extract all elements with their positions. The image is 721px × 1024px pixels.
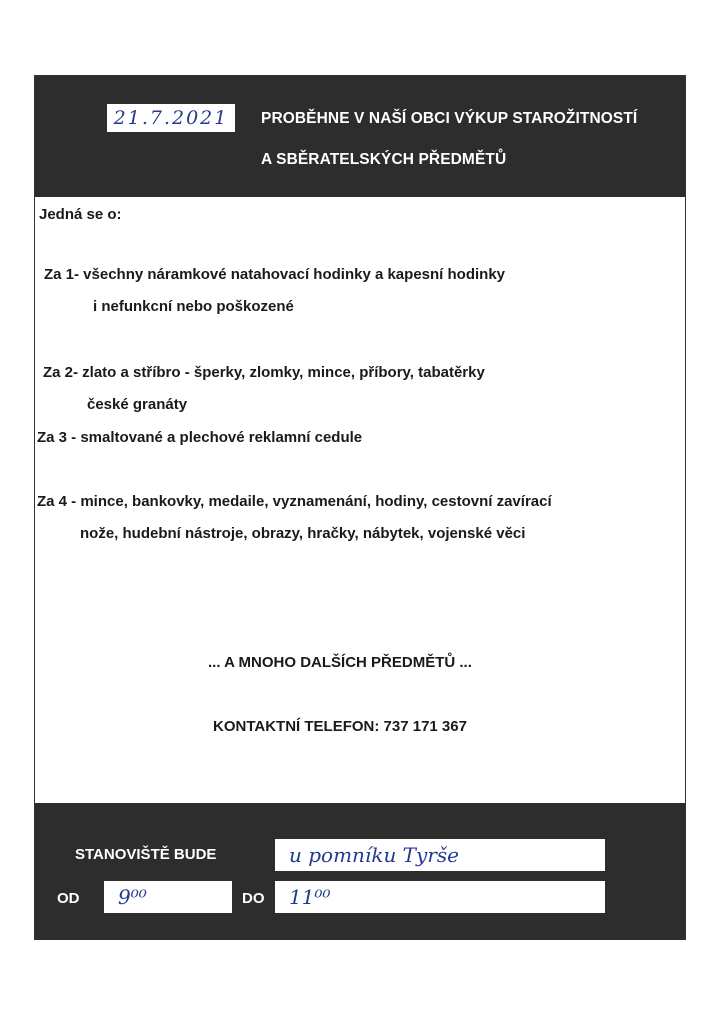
location-value: u pomníku Tyrše xyxy=(289,843,459,867)
item-1-line-1: Za 1- všechny náramkové natahovací hodinky a kapesní hodinky xyxy=(44,266,506,283)
poster xyxy=(34,75,686,940)
item-3-line-1: Za 3 - smaltované a plechové reklamní cedule xyxy=(37,429,363,446)
header-band xyxy=(35,76,685,197)
item-2-line-1: Za 2- zlato a stříbro - šperky, zlomky, mince, příbory, tabatěrky xyxy=(43,364,485,381)
item-4-line-2: nože, hudební nástroje, obrazy, hračky, nábytek, vojenské věci xyxy=(80,525,526,542)
to-label: DO xyxy=(242,890,265,907)
item-4-line-1: Za 4 - mince, bankovky, medaile, vyznamenání, hodiny, cestovní zavírací xyxy=(37,493,552,510)
to-value: 11⁰⁰ xyxy=(289,885,331,909)
location-field xyxy=(275,839,605,871)
item-2-line-2: české granáty xyxy=(87,396,188,413)
date-handwritten: 21.7.2021 xyxy=(113,107,229,129)
item-1-line-2: i nefunkcní nebo poškozené xyxy=(93,298,294,315)
from-value: 9⁰⁰ xyxy=(118,885,147,909)
footer-band xyxy=(35,803,685,940)
from-label: OD xyxy=(57,890,80,907)
date-field xyxy=(107,104,235,132)
intro-text: Jedná se o: xyxy=(39,206,122,223)
title-line-2: A SBĚRATELSKÝCH PŘEDMĚTŮ xyxy=(261,151,507,168)
to-field xyxy=(275,881,605,913)
from-field xyxy=(104,881,232,913)
more-items-text: ... A MNOHO DALŠÍCH PŘEDMĚTŮ ... xyxy=(208,654,472,671)
location-label: STANOVIŠTĚ BUDE xyxy=(75,846,217,863)
contact-phone: KONTAKTNÍ TELEFON: 737 171 367 xyxy=(213,718,467,735)
title-line-1: PROBĚHNE V NAŠÍ OBCI VÝKUP STAROŽITNOSTÍ xyxy=(261,110,638,127)
